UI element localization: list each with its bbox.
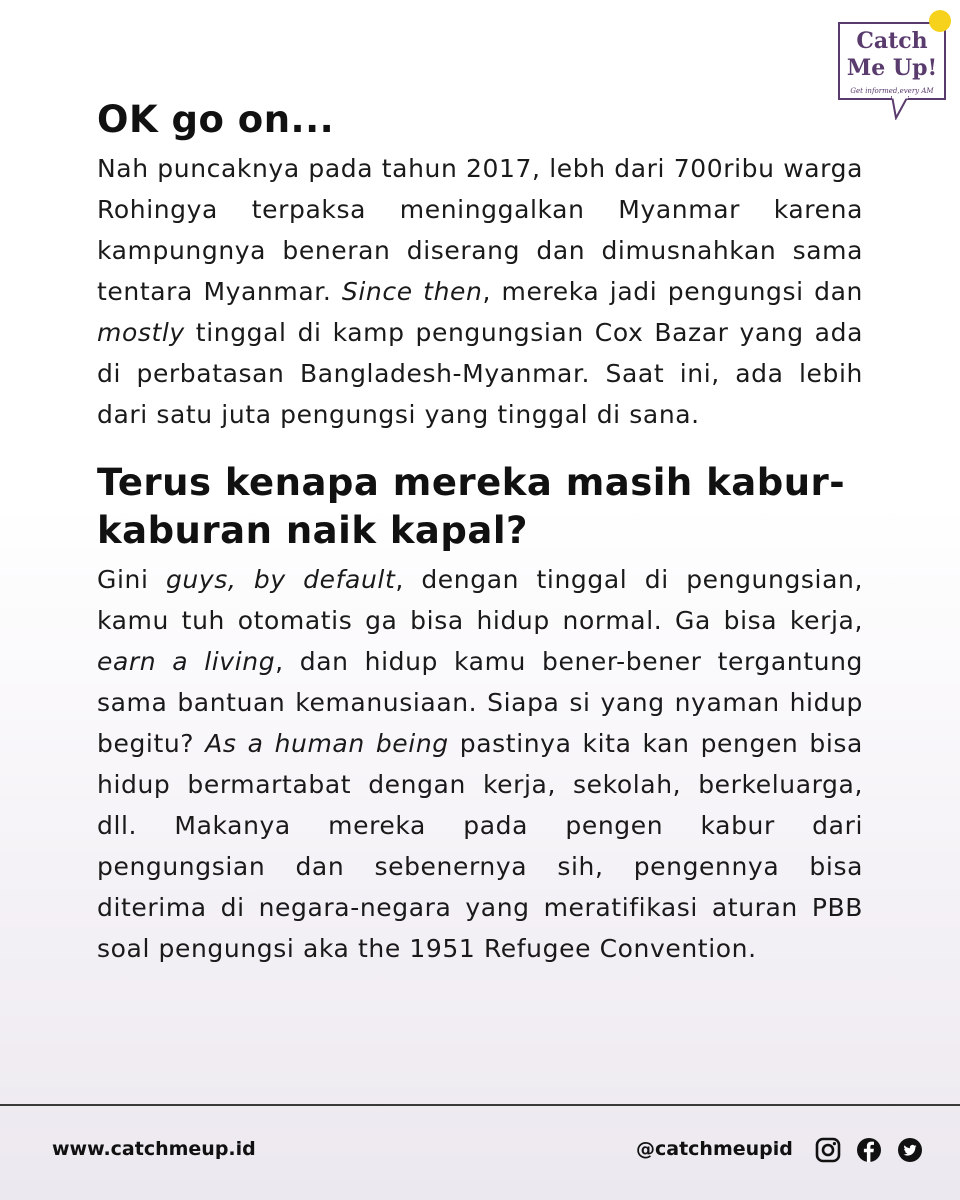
text-run: , dan hidup kamu bener-bener tergantung sama bantuan kemanusiaan. Siapa si yang nyaman hidup begitu? <box>97 647 864 758</box>
text-run: Gini <box>97 565 166 594</box>
text-run: , dengan tinggal di pengungsian, kamu tuh otomatis ga bisa hidup normal. Ga bisa kerja, <box>97 565 863 635</box>
logo-tagline: Get informed,every AM <box>850 87 934 95</box>
facebook-icon[interactable] <box>856 1137 882 1163</box>
instagram-icon[interactable] <box>815 1137 841 1163</box>
logo-line-1: Catch <box>856 28 928 54</box>
logo-box <box>838 22 946 100</box>
italic-run: guys, by default <box>165 565 396 594</box>
logo-yellow-dot <box>929 10 951 32</box>
italic-run: earn a living <box>97 647 276 676</box>
italic-run: mostly <box>97 318 185 347</box>
section-2-paragraph <box>97 559 863 969</box>
text-run: pastinya kita kan pengen bisa hidup bermartabat dengan kerja, sekolah, berkeluarga, dll. Makanya mereka pada pengen kabur dari pengungsian dan sebenernya sih, pengennya bisa diterima di negara-negara yang meratifikasi aturan PBB soal pengungsi aka the 1951 Refugee Convention. <box>97 729 863 963</box>
text-run: Nah puncaknya pada tahun 2017, lebh dari 700ribu warga Rohingya terpaksa meninggalkan Myanmar karena kampungnya beneran diserang dan dimusnahkan sama tentara Myanmar. <box>97 154 863 306</box>
section-1-paragraph <box>97 148 863 435</box>
text-run: , mereka jadi pengungsi dan <box>482 277 863 306</box>
logo-line-2: Me Up! <box>846 55 938 81</box>
section-heading-kabur: Terus kenapa mereka masih kabur-kaburan naik kapal? <box>97 461 846 552</box>
twitter-icon[interactable] <box>897 1137 923 1163</box>
speech-bubble-tail-icon <box>890 96 910 120</box>
footer-divider <box>0 1104 960 1106</box>
logo-text <box>840 28 944 82</box>
text-run: tinggal di kamp pengungsian Cox Bazar yang ada di perbatasan Bangladesh-Myanmar. Saat ini, ada lebih dari satu juta pengungsi yang tinggal di sana. <box>97 318 863 429</box>
italic-run: Since then <box>341 277 483 306</box>
article-content <box>97 96 863 969</box>
italic-run: As a human being <box>205 729 449 758</box>
section-heading-ok-go-on: OK go on... <box>97 98 335 141</box>
website-link[interactable]: www.catchmeup.id <box>52 1138 256 1160</box>
social-handle[interactable]: @catchmeupid <box>636 1138 793 1160</box>
